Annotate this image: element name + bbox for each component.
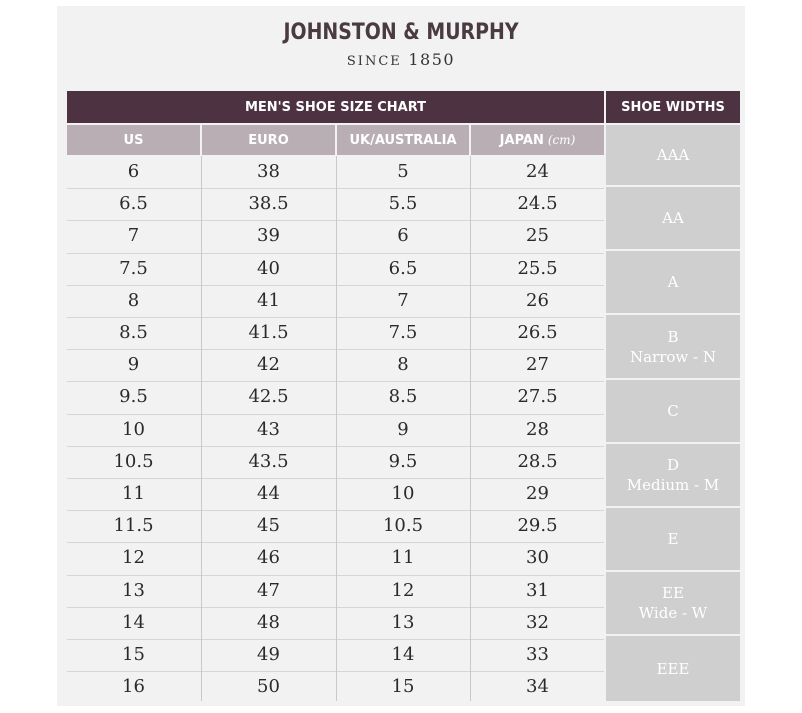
- column-header-us: US: [67, 125, 200, 155]
- size-cell-euro: 50: [257, 676, 280, 697]
- size-cell-uk: 11: [391, 547, 415, 568]
- size-cell-uk: 6.5: [388, 258, 418, 279]
- size-cell-euro: 43: [257, 419, 280, 440]
- column-header-euro: EURO: [202, 125, 335, 155]
- widths-title: SHOE WIDTHS: [606, 91, 740, 123]
- width-code: EEE: [656, 659, 690, 678]
- size-cell-japan: 26.5: [517, 322, 558, 343]
- size-cell-us: 14: [122, 612, 145, 633]
- size-cell-uk: 8.5: [388, 386, 418, 407]
- since-word: SINCE: [346, 54, 402, 69]
- width-block: [606, 508, 740, 570]
- width-code: B: [667, 327, 679, 346]
- column-header-japan: [471, 125, 604, 155]
- size-cell-us: 11.5: [113, 515, 154, 536]
- size-cell-us: 7: [127, 225, 140, 246]
- size-cell-japan: 25.5: [517, 258, 558, 279]
- size-cell-japan: 31: [526, 580, 549, 601]
- size-cell-uk: 15: [391, 676, 415, 697]
- size-cell-us: 9: [127, 354, 140, 375]
- width-block: [606, 636, 740, 701]
- size-cell-us: 10.5: [113, 451, 154, 472]
- size-cell-us: 15: [122, 644, 145, 665]
- size-cell-us: 9.5: [119, 386, 148, 407]
- size-cell-uk: 7.5: [388, 322, 418, 343]
- width-code: AA: [662, 209, 684, 227]
- size-cell-us: 6.5: [119, 193, 148, 214]
- size-cell-euro: 40: [257, 258, 280, 279]
- size-cell-euro: 41.5: [248, 322, 289, 343]
- size-cell-japan: 27: [526, 354, 549, 375]
- size-cell-euro: 43.5: [248, 451, 289, 472]
- width-code: A: [667, 273, 679, 291]
- size-cell-euro: 42: [257, 354, 280, 375]
- size-cell-euro: 39: [257, 225, 280, 246]
- size-cell-euro: 38.5: [248, 193, 289, 214]
- width-code: AAA: [656, 146, 690, 164]
- since-year: 1850: [408, 50, 456, 69]
- size-cell-japan: 32: [526, 612, 549, 633]
- width-block: [606, 125, 740, 185]
- size-cell-japan: 34: [526, 676, 549, 697]
- size-cell-euro: 41: [257, 290, 280, 311]
- japan-unit: (cm): [547, 133, 576, 147]
- size-cell-us: 13: [122, 580, 145, 601]
- size-cell-euro: 49: [257, 644, 280, 665]
- size-cell-us: 10: [122, 419, 145, 440]
- size-cell-japan: 24: [526, 161, 549, 182]
- size-cell-japan: 29.5: [517, 515, 558, 536]
- column-divider: [336, 156, 337, 701]
- size-cell-us: 8.5: [119, 322, 148, 343]
- size-cell-japan: 27.5: [517, 386, 558, 407]
- size-cell-euro: 42.5: [248, 386, 289, 407]
- size-cell-uk: 5.5: [388, 193, 418, 214]
- width-label: Medium - M: [626, 476, 720, 494]
- width-block: [606, 572, 740, 634]
- size-cell-uk: 7: [397, 290, 409, 311]
- chart-title: MEN'S SHOE SIZE CHART: [67, 91, 604, 123]
- size-cell-japan: 30: [526, 547, 549, 568]
- size-cell-uk: 9: [397, 419, 409, 440]
- column-divider: [201, 156, 202, 701]
- japan-label: JAPAN: [499, 132, 544, 148]
- width-code: E: [667, 530, 679, 548]
- width-code: EE: [662, 584, 684, 602]
- size-cell-us: 11: [122, 483, 145, 504]
- size-cell-japan: 25: [526, 225, 549, 246]
- size-cell-uk: 9.5: [388, 451, 418, 472]
- size-cell-japan: 28.5: [517, 451, 558, 472]
- size-cell-uk: 5: [397, 161, 409, 182]
- size-cell-euro: 38: [257, 161, 280, 182]
- width-label: Wide - W: [638, 604, 708, 622]
- since-line: [0, 50, 802, 69]
- size-cell-us: 8: [127, 290, 140, 311]
- size-cell-japan: 26: [526, 290, 549, 311]
- size-cell-japan: 28: [526, 419, 549, 440]
- size-cell-uk: 6: [397, 225, 409, 246]
- column-divider: [470, 156, 471, 701]
- brand-logo: JOHNSTON & MURPHY: [283, 20, 519, 45]
- size-cell-uk: 13: [391, 612, 415, 633]
- size-cell-uk: 14: [391, 644, 415, 665]
- size-cell-japan: 29: [526, 483, 549, 504]
- size-cell-uk: 12: [391, 580, 415, 601]
- width-block: [606, 380, 740, 442]
- size-cell-euro: 47: [257, 580, 280, 601]
- size-cell-uk: 10.5: [382, 515, 424, 536]
- width-block: [606, 315, 740, 378]
- width-code: D: [666, 456, 680, 474]
- width-block: [606, 187, 740, 249]
- width-block: [606, 251, 740, 313]
- size-cell-uk: 10: [391, 483, 415, 504]
- size-cell-uk: 8: [397, 354, 409, 375]
- size-cell-euro: 45: [257, 515, 280, 536]
- size-cell-japan: 24.5: [517, 193, 558, 214]
- width-label: Narrow - N: [629, 347, 716, 366]
- width-code: C: [667, 402, 679, 420]
- size-cell-us: 16: [122, 676, 145, 697]
- size-cell-euro: 48: [257, 612, 280, 633]
- column-header-uk: UK/AUSTRALIA: [337, 125, 469, 155]
- size-cell-us: 12: [122, 547, 145, 568]
- size-cell-euro: 44: [257, 483, 280, 504]
- size-cell-us: 6: [127, 161, 140, 182]
- width-block: [606, 444, 740, 506]
- size-cell-euro: 46: [257, 547, 280, 568]
- size-cell-japan: 33: [526, 644, 549, 665]
- size-cell-us: 7.5: [119, 258, 148, 279]
